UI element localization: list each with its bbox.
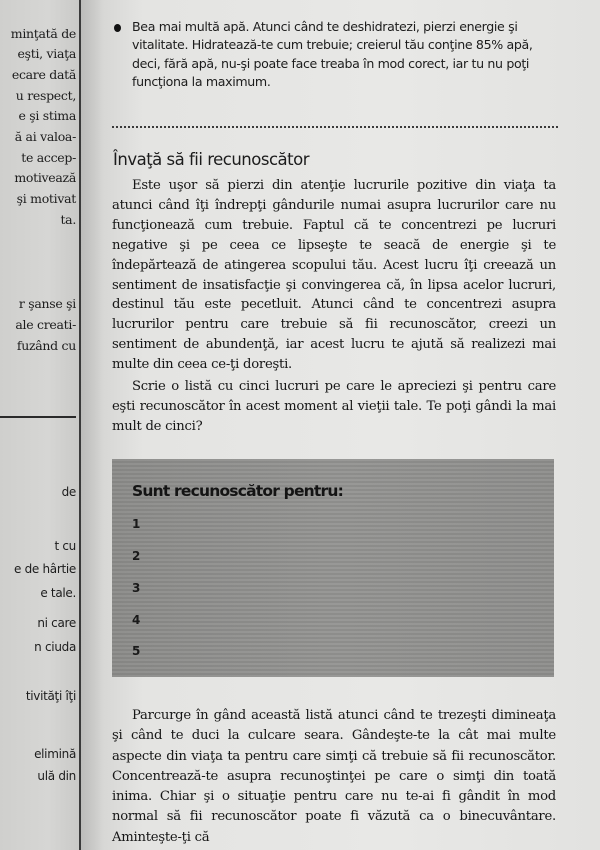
line-number: 1 bbox=[132, 517, 141, 531]
left-page-line: te accep- bbox=[21, 150, 76, 165]
line-number: 5 bbox=[132, 644, 141, 658]
left-page-line: r şanse şi bbox=[18, 296, 76, 311]
left-page-line: tivităţi îţi bbox=[25, 689, 76, 703]
left-page-line: e de hârtie bbox=[13, 562, 76, 576]
worksheet-title: Sunt recunoscător pentru: bbox=[132, 482, 344, 500]
left-page bbox=[0, 0, 80, 850]
gratitude-worksheet-box bbox=[112, 459, 554, 677]
left-page-line: e tale. bbox=[40, 586, 76, 600]
worksheet-line-5[interactable] bbox=[132, 644, 532, 664]
bullet-icon bbox=[114, 24, 121, 32]
left-page-line: eşti, viaţa bbox=[17, 46, 76, 61]
worksheet-line-2[interactable] bbox=[132, 549, 532, 569]
worksheet-line-1[interactable] bbox=[132, 517, 532, 537]
line-number: 2 bbox=[132, 549, 141, 563]
left-page-line: ecare dată bbox=[11, 67, 76, 82]
line-number: 3 bbox=[132, 581, 141, 595]
paragraph-instruction: Scrie o listă cu cinci lucruri pe care le apreciezi şi pentru care eşti recunoscător în acest moment al vieţii tale. Te poţi gândi la mai mult de cinci? bbox=[112, 379, 556, 434]
left-page-line: motivează bbox=[14, 170, 76, 185]
left-page-line: e şi stima bbox=[18, 108, 76, 123]
left-page-divider bbox=[0, 416, 76, 418]
worksheet-line-4[interactable] bbox=[132, 613, 532, 633]
bullet-text: Bea mai multă apă. Atunci când te deshidratezi, pierzi energie şi vitalitate. Hidratează-te cum trebuie; creierul tău conţine 85% apă, deci, fără apă, nu-şi poate face treaba în mod corect, iar tu nu poţi funcţiona la maximum. bbox=[132, 19, 533, 90]
line-number: 4 bbox=[132, 613, 141, 627]
bullet-item-water bbox=[114, 18, 554, 92]
left-page-line: fuzând cu bbox=[16, 338, 76, 353]
worksheet-line-3[interactable] bbox=[132, 581, 532, 601]
left-page-line: ta. bbox=[60, 212, 76, 227]
left-page-line: ale creati- bbox=[15, 317, 76, 332]
left-page-line: şi motivat bbox=[16, 191, 76, 206]
section-divider bbox=[112, 126, 558, 128]
left-page-line: u respect, bbox=[15, 88, 76, 103]
gutter-shadow bbox=[81, 0, 103, 850]
left-page-line: n ciuda bbox=[34, 640, 76, 654]
paragraph-intro: Este uşor să pierzi din atenţie lucrurile pozitive din viaţa ta atunci când îţi îndrepţi gândurile numai asupra lucrurilor care nu funcţionează cum trebuie. Faptul că te concentrezi pe lucruri negative şi pe ceea ce lipseşte te seacă de energie şi te îndepărtează de atingerea scopului tău. Acest lucru îţi creează un sentiment de insatisfacţie şi convingerea că, în lipsa acelor lucruri, destinul tău este pecetluit. Atunci când te concentrezi asupra lucrurilor pentru care trebuie să fii recunoscător, creezi un sentiment de abundenţă, iar acest lucru te ajută să realizezi mai multe din ceea ce-ţi doreşti. bbox=[112, 178, 556, 373]
left-page-line: t cu bbox=[54, 539, 76, 553]
left-page-line: ulă din bbox=[37, 769, 76, 783]
paragraph-review: Parcurge în gând această listă atunci când te trezeşti dimineaţa şi când te duci la culcare seara. Gândeşte-te la cât mai multe aspecte din viaţa ta pentru care simţi că trebuie să fii recunoscător. Concentrează-te asupra recunoştinţei pe care o simţi din toată inima. Chiar şi o situaţie pentru care nu te-ai fi gândit în mod normal să fii recunoscător poate fi văzută ca o binecuvântare. Aminteşte-ţi că bbox=[112, 708, 556, 845]
left-page-line: elimină bbox=[34, 747, 76, 761]
left-page-line: ni care bbox=[37, 616, 76, 630]
section-title: Învaţă să fii recunoscător bbox=[113, 150, 309, 169]
left-page-line: de bbox=[61, 485, 76, 499]
left-page-line: minţată de bbox=[10, 26, 76, 41]
left-page-line: ă ai valoa- bbox=[14, 129, 76, 144]
